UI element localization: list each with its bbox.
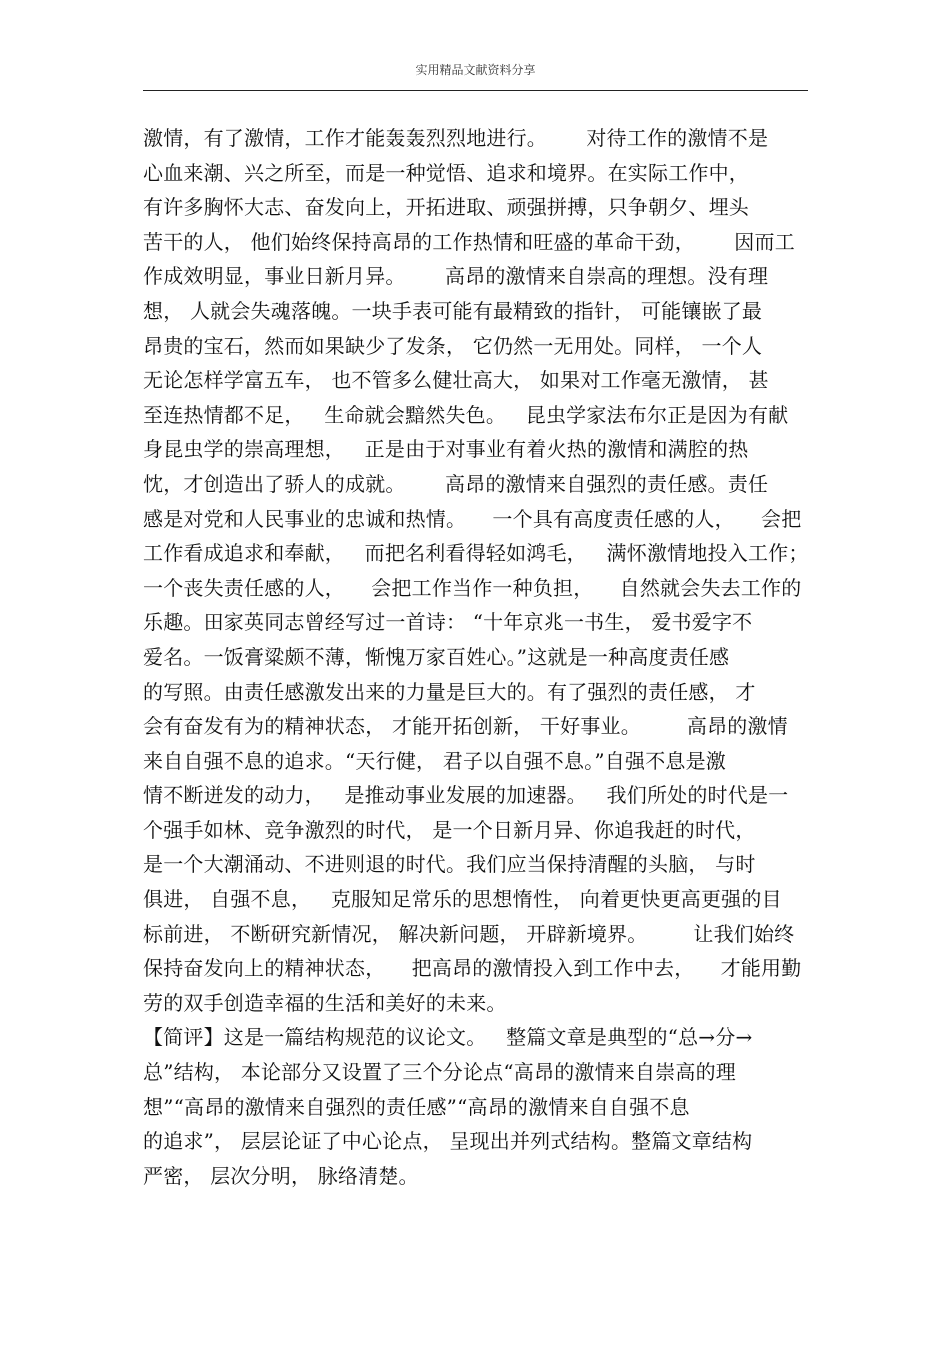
text-line: 保持奋发向上的精神状态， 把高昂的激情投入到工作中去， 才能用勤 xyxy=(143,956,802,981)
text-line: 有许多胸怀大志、奋发向上，开拓进取、顽强拼搏，只争朝夕、埋头 xyxy=(143,195,749,220)
text-line: 忱，才创造出了骄人的成就。 高昂的激情来自强烈的责任感。责任 xyxy=(143,471,769,496)
text-line: 想”“高昂的激情来自强烈的责任感”“高昂的激情来自自强不息 xyxy=(143,1094,690,1119)
text-line: 来自自强不息的追求。“天行健， 君子以自强不息。”自强不息是激 xyxy=(143,748,727,773)
text-line: 苦干的人， 他们始终保持高昂的工作热情和旺盛的革命干劲， 因而工 xyxy=(143,229,795,254)
text-line: 一个丧失责任感的人， 会把工作当作一种负担， 自然就会失去工作的 xyxy=(143,575,802,600)
text-line: 俱进， 自强不息， 克服知足常乐的思想惰性， 向着更快更高更强的目 xyxy=(143,887,782,912)
page-header: 实用精品文献资料分享 xyxy=(415,63,536,77)
text-line: 爱名。一饭膏粱颇不薄，惭愧万家百姓心。”这就是一种高度责任感 xyxy=(143,644,730,669)
text-line: 标前进， 不断研究新情况， 解决新问题， 开辟新境界。 让我们始终 xyxy=(143,921,795,946)
text-line: 总”结构， 本论部分又设置了三个分论点“高昂的激情来自崇高的理 xyxy=(143,1060,737,1085)
text-line: 个强手如林、竞争激烈的时代， 是一个日新月异、你追我赶的时代， xyxy=(143,817,756,842)
text-line: 是一个大潮涌动、不进则退的时代。我们应当保持清醒的头脑， 与时 xyxy=(143,852,756,877)
header-divider xyxy=(143,90,808,91)
text-line: 严密， 层次分明， 脉络清楚。 xyxy=(143,1163,419,1188)
text-line: 作成效明显，事业日新月异。 高昂的激情来自崇高的理想。没有理 xyxy=(143,264,769,289)
text-line: 想， 人就会失魂落魄。一块手表可能有最精致的指针， 可能镶嵌了最 xyxy=(143,298,763,323)
article-body xyxy=(143,121,823,1193)
text-line: 昂贵的宝石，然而如果缺少了发条， 它仍然一无用处。同样， 一个人 xyxy=(143,333,763,358)
text-line: 工作看成追求和奉献， 而把名利看得轻如鸿毛， 满怀激情地投入工作； xyxy=(143,541,809,566)
text-line: 的追求”， 层层论证了中心论点， 呈现出并列式结构。整篇文章结构 xyxy=(143,1129,753,1154)
text-line: 心血来潮、兴之所至，而是一种觉悟、追求和境界。在实际工作中， xyxy=(143,160,749,185)
text-line: 会有奋发有为的精神状态， 才能开拓创新， 干好事业。 高昂的激情 xyxy=(143,714,788,739)
text-line: 感是对党和人民事业的忠诚和热情。 一个具有高度责任感的人， 会把 xyxy=(143,506,802,531)
text-line: 至连热情都不足， 生命就会黯然失色。 昆虫学家法布尔正是因为有献 xyxy=(143,402,789,427)
text-line: 的写照。由责任感激发出来的力量是巨大的。有了强烈的责任感， 才 xyxy=(143,679,756,704)
text-line: 劳的双手创造幸福的生活和美好的未来。 xyxy=(143,990,507,1015)
text-line: 激情，有了激情，工作才能轰轰烈烈地进行。 对待工作的激情不是 xyxy=(143,126,769,150)
text-line: 乐趣。田家英同志曾经写过一首诗： “十年京兆一书生， 爱书爱字不 xyxy=(143,610,753,635)
text-line: 身昆虫学的崇高理想， 正是由于对事业有着火热的激情和满腔的热 xyxy=(143,437,749,462)
text-line: 情不断迸发的动力， 是推动事业发展的加速器。 我们所处的时代是一 xyxy=(143,783,789,808)
text-line: 无论怎样学富五车， 也不管多么健壮高大， 如果对工作毫无激情， 甚 xyxy=(143,368,769,393)
text-line: 【简评】这是一篇结构规范的议论文。 整篇文章是典型的“总→分→ xyxy=(143,1025,753,1050)
